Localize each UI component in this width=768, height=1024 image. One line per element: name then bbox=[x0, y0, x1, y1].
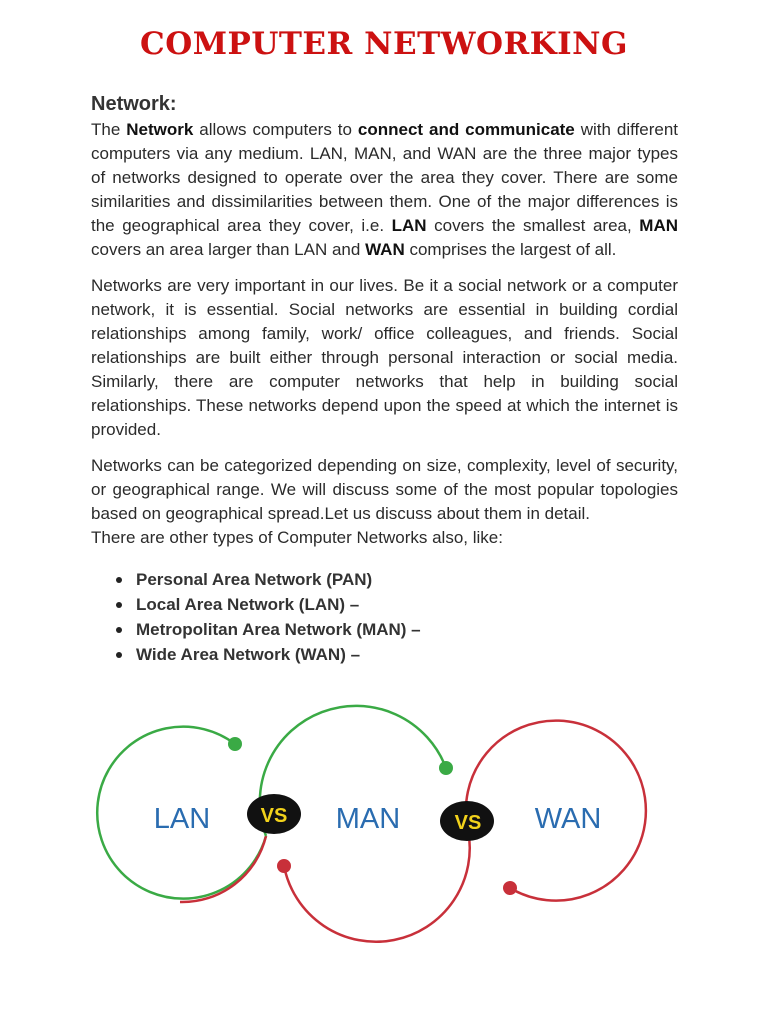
lan-label: LAN bbox=[153, 803, 211, 835]
intro-bold-connect: connect and communicate bbox=[357, 120, 575, 139]
intro-bold-wan: WAN bbox=[365, 240, 405, 259]
intro-bold-lan: LAN bbox=[391, 216, 427, 235]
page-title: COMPUTER NETWORKING bbox=[140, 26, 628, 62]
red-endpoint-dot bbox=[503, 881, 517, 895]
list-item-label: Metropolitan Area Network (MAN) – bbox=[136, 620, 421, 639]
section-heading: Network: bbox=[91, 93, 177, 115]
paragraph-categories: Networks can be categorized depending on size, complexity, level of security, or geographical range. We will discuss some of the most popular topologies based on geographical spread.Let us discuss about them in detail. bbox=[91, 456, 678, 523]
paragraph-other-types: There are other types of Computer Networks also, like: bbox=[91, 528, 503, 547]
list-item-label: Local Area Network (LAN) – bbox=[136, 595, 360, 614]
vs-label: VS bbox=[260, 805, 288, 827]
lan-red-arc bbox=[180, 836, 266, 902]
intro-text-4: covers the smallest area, bbox=[426, 216, 640, 235]
intro-text-2: allows computers to bbox=[193, 120, 358, 139]
intro-text-6: comprises the largest of all. bbox=[404, 240, 617, 259]
intro-text-5: covers an area larger than LAN and bbox=[91, 240, 366, 259]
man-label: MAN bbox=[335, 803, 401, 835]
man-red-arc bbox=[284, 830, 470, 942]
intro-bold-network: Network bbox=[126, 120, 194, 139]
green-endpoint-dot bbox=[439, 761, 453, 775]
vs-label: VS bbox=[454, 812, 482, 834]
red-endpoint-dot bbox=[277, 859, 291, 873]
list-item-label: Wide Area Network (WAN) – bbox=[136, 645, 361, 664]
intro-text-3: with different computers via any medium. LAN, MAN, and WAN are the three major types of networks designed to operate over the area they cover. There are some similarities and dissimilarities between them. One of the major differences is the geographical area they cover, i.e. bbox=[91, 120, 678, 235]
green-endpoint-dot bbox=[228, 737, 242, 751]
wan-label: WAN bbox=[534, 803, 602, 835]
list-item-label: Personal Area Network (PAN) bbox=[136, 570, 373, 589]
intro-bold-man: MAN bbox=[639, 216, 678, 235]
intro-text-1: The bbox=[91, 120, 127, 139]
paragraph-importance: Networks are very important in our lives. Be it a social network or a computer network, it is essential. Social networks are essential in building cordial relationships among family, work/ office colleagues, and friends. Social relationships are built either through personal interaction or social media. Similarly, there are computer networks that help in building social relationships. These networks depend upon the speed at which the internet is provided. bbox=[91, 276, 678, 439]
